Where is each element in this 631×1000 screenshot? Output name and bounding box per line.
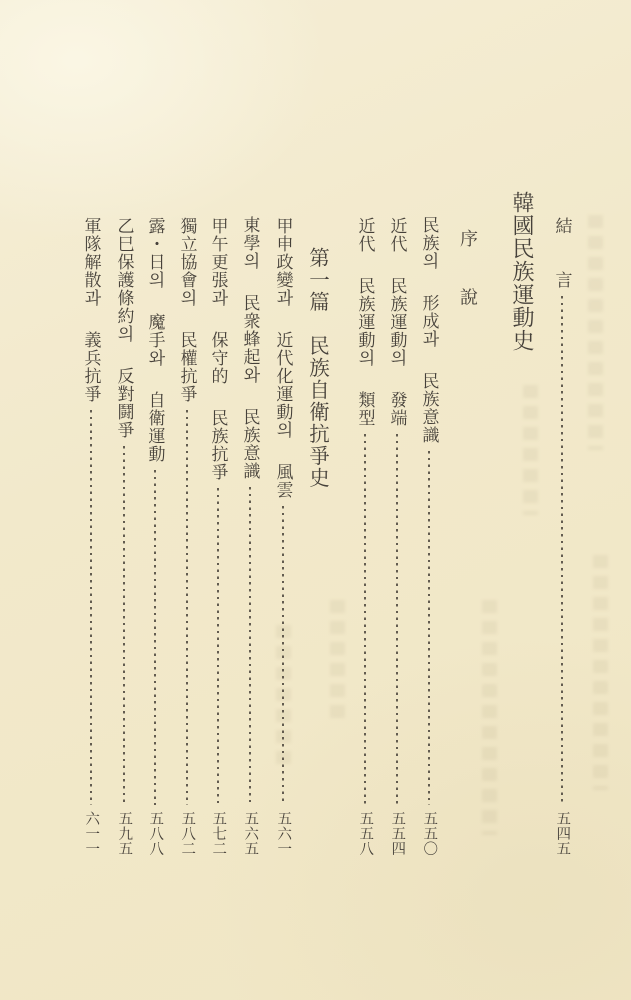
toc-entry-title: 東學의 民衆蜂起와 民族意識 [240, 216, 260, 480]
page-number: 五六五 [242, 811, 259, 856]
toc-entry-title: 近代 民族運動의 類型 [355, 217, 375, 427]
toc-entry [237, 216, 263, 856]
toc-entry-title: 露・日의 魔手와 自衛運動 [145, 217, 165, 463]
toc-entry-title: 甲午更張과 保守的 民族抗爭 [208, 217, 228, 481]
toc-entry [416, 216, 442, 856]
part1-heading: 第一篇 民族自衛抗爭史 [305, 247, 328, 489]
showthrough-smudge [593, 555, 608, 790]
dotted-leader [364, 434, 366, 805]
dotted-leader [186, 410, 188, 805]
book-title: 韓國民族運動史 [510, 191, 535, 352]
page-number: 五九五 [116, 811, 133, 856]
dotted-leader [90, 410, 92, 805]
toc-entry [352, 217, 378, 856]
toc-entry [270, 217, 296, 856]
dotted-leader [428, 451, 430, 805]
toc-entry-title: 甲申政變과 近代化運動의 風雲 [273, 217, 293, 499]
dotted-leader [396, 434, 398, 805]
toc-entry-title: 民族의 形成과 民族意識 [419, 216, 439, 444]
toc-entry-conclusion [549, 217, 575, 856]
intro-section-heading: 序 說 [458, 229, 478, 307]
toc-entry-title: 獨立協會의 民權抗爭 [177, 217, 197, 403]
showthrough-smudge [330, 600, 345, 720]
dotted-leader [154, 470, 156, 805]
page-number: 五八八 [147, 811, 164, 856]
toc-entry-title: 近代 民族運動의 發端 [387, 217, 407, 427]
showthrough-smudge [482, 600, 497, 835]
dotted-leader [123, 446, 125, 805]
toc-entry-title: 乙巳保護條約의 反對鬪爭 [114, 217, 134, 439]
page-number: 五六一 [275, 811, 292, 856]
showthrough-smudge [588, 215, 603, 450]
page-number: 五五四 [389, 811, 406, 856]
toc-entry-title: 軍隊解散과 義兵抗爭 [81, 217, 101, 403]
page-number: 五八二 [179, 811, 196, 856]
toc-entry [174, 217, 200, 856]
dotted-leader [561, 296, 563, 805]
toc-entry [78, 217, 104, 856]
page-number: 五七二 [210, 811, 227, 856]
page-number: 六一一 [83, 811, 100, 856]
toc-entry [111, 217, 137, 856]
page-number: 五五八 [357, 811, 374, 856]
page-number: 五五〇 [421, 811, 438, 856]
dotted-leader [282, 506, 284, 805]
toc-entry [384, 217, 410, 856]
dotted-leader [217, 488, 219, 805]
toc-entry [142, 217, 168, 856]
showthrough-smudge [523, 385, 538, 515]
dotted-leader [249, 487, 251, 805]
toc-entry-title: 結 言 [552, 217, 572, 289]
toc-entry [205, 217, 231, 856]
page-number: 五四五 [554, 811, 571, 856]
